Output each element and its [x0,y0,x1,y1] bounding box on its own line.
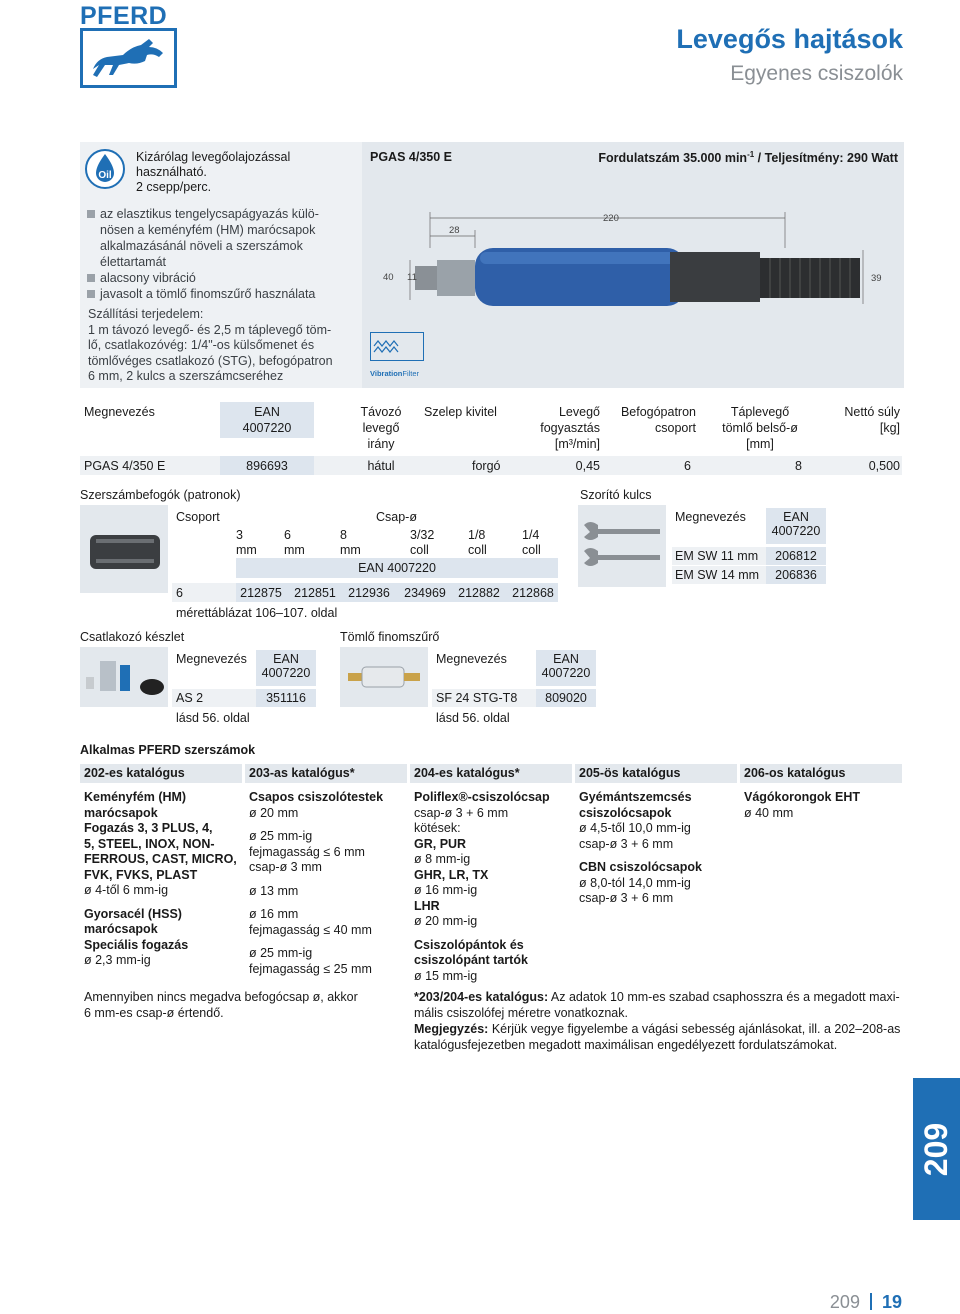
note-bold: Megjegyzés: [414,1022,489,1036]
catalog-col-202 [84,790,244,969]
logo-wordmark: PFERD [80,2,168,30]
oil-icon-label: Oil [98,170,112,181]
col-unit: coll [522,543,541,557]
cat-item: fejmagasság ≤ 25 mm [249,961,372,976]
oil-line: 2 csepp/perc. [136,180,212,194]
cat-item: csap-ø 3 + 6 mm [579,891,674,905]
cat-item: ø 8 mm-ig [414,852,471,866]
col-value: 8 [340,528,347,542]
feature-item: alacsony vibráció [86,270,356,286]
cat-item: ø 16 mm [249,907,299,921]
catalog-header: 206-os katalógus [740,764,902,783]
footer-chapter: 19 [881,1292,902,1312]
connector-note: lásd 56. oldal [176,711,250,725]
scope-line: tömlővéges csatlakozó (STG), befogópatron [88,353,333,368]
collet-ean: 212936 [348,586,390,600]
feature-cont: élettartamát [100,255,167,269]
cat-item: ø 25 mm-ig [249,829,313,843]
hdr-line: Nettó súly [844,405,900,419]
collets-ean-label: EAN 4007220 [236,558,558,578]
note-text: Kérjük vegye figyelembe a vágási sebesség ajánlásokat, ill. a 202–208-as [488,1022,901,1036]
filter-ean-header [536,650,596,686]
ean-label: EAN [254,405,280,419]
cat-item: GR, PUR [414,836,467,851]
hdr-line: [m³/min] [554,437,600,451]
shank-note [84,989,404,1021]
collet-ean: 212851 [294,586,336,600]
page-footer [830,1292,902,1313]
col-air-header [520,404,600,452]
feature-item: javasolt a tömlő finomszűrő használata [86,286,356,302]
cat-item: csap-ø 3 mm [249,860,322,874]
horse-emblem [80,28,177,88]
vibration-label: Vibration [370,369,403,378]
col-value: 6 [284,528,291,542]
filter-label: Filter [402,369,420,378]
wrench-image [578,505,666,587]
cat-item: ø 15 mm-ig [414,968,478,983]
filter-name-header: Megnevezés [436,652,507,666]
feature-item: az elasztikus tengelycsapágyazás külö- [86,206,356,222]
cat-item: FVK, FVKS, PLAST [84,867,198,882]
oil-note [136,150,346,195]
collets-group-header: Csoport [176,510,220,524]
scope-of-delivery [88,307,356,385]
pferd-logo [80,4,177,88]
wrench-ean-header [766,508,826,544]
wrench-row-name: EM SW 11 mm [675,549,759,563]
filter-ean: 809020 [545,691,587,705]
feature-cont: alkalmazásánál növeli a szerszámok [100,239,303,253]
dim-40: 40 [383,272,394,283]
cat-item: ø 40 mm [744,805,794,820]
specs-sup: -1 [747,150,755,159]
ean-label: EAN [273,652,299,666]
oil-line: Kizárólag levegőolajozással [136,150,291,164]
note-line: Amennyiben nincs megadva befogócsap ø, akkor [84,990,358,1004]
catalog-header: 202-es katalógus [80,764,242,783]
note-text: katalógusfejezetben megadott maximálisan engedélyezett fordulatszámokat. [414,1038,838,1052]
tools-title: Alkalmas PFERD szerszámok [80,743,256,757]
note-bold: *203/204-es katalógus: [414,990,549,1004]
ean-label: EAN [783,510,809,524]
collets-title: Szerszámbefogók (patronok) [80,488,241,502]
cat-item: GHR, LR, TX [414,867,489,882]
catalog-col-204 [414,790,574,984]
col-unit: mm [340,543,361,557]
filter-title: Tömlő finomszűrő [340,630,440,644]
hdr-line: Táplevegő [730,405,790,419]
collet-ean: 212875 [240,586,282,600]
cat-item: LHR [414,898,440,913]
wrench-title: Szorító kulcs [580,488,652,502]
row-name: PGAS 4/350 E [84,459,166,473]
row-hose: 8 [795,459,802,473]
hdr-line: levegő [362,421,400,435]
catalog-note [414,989,904,1053]
oil-line: használható. [136,165,207,179]
collet-image [80,505,168,593]
feature-list [86,206,356,302]
collet-ean: 212868 [512,586,554,600]
cat-item: CBN csiszolócsapok [579,860,702,874]
col-ean-header [220,402,314,438]
cat-item: ø 16 mm-ig [414,883,478,897]
hdr-line: Távozó [360,405,402,419]
col-unit: coll [468,543,487,557]
row-weight: 0,500 [868,459,900,473]
filter-note: lásd 56. oldal [436,711,510,725]
cat-item: ø 8,0-tól 14,0 mm-ig [579,875,691,890]
col-hose-header [710,404,810,452]
row-collet: 6 [684,459,691,473]
hdr-line: tömlő belső-ø [722,421,798,435]
hdr-line: Befogópatron [620,405,696,419]
cat-item: Csapos csiszolótestek [249,790,384,804]
row-ean: 896693 [246,459,288,473]
product-specs [598,150,898,165]
scope-line: 1 m távozó levegő- és 2,5 m táplevegő töm- [88,322,332,337]
col-valve-header: Szelep kivitel [424,405,497,419]
connector-ean: 351116 [266,691,306,705]
dim-28: 28 [449,225,460,236]
page-title: Levegős hajtások [676,24,903,54]
vibration-filter-icon [370,332,426,378]
row-air: 0,45 [575,459,600,473]
cat-item: Fogazás 3, 3 PLUS, 4, [84,821,213,835]
filter-image [340,647,428,707]
specs-text: Fordulatszám 35.000 min [598,151,748,166]
feature-cont: nösen a keményfém (HM) marócsapok [100,223,316,237]
catalog-header: 203-as katalógus* [245,764,407,783]
connector-title: Csatlakozó készlet [80,630,185,644]
cat-item: fejmagasság ≤ 6 mm [249,844,365,859]
filter-name: SF 24 STG-T8 [436,691,518,705]
wrench-row-name: EM SW 14 mm [675,568,760,582]
hdr-line: [kg] [879,421,900,435]
cat-item: csiszolópánt tartók [414,953,528,967]
hdr-line: csoport [655,421,696,435]
cat-item: Gyémántszemcsés [579,790,692,804]
col-head [410,528,464,558]
cat-item: Speciális fogazás [84,937,189,952]
cat-item: ø 4-től 6 mm-ig [84,883,169,897]
cat-item: ø 20 mm-ig [414,914,478,928]
col-collet-header [606,404,696,436]
catalog-header: 204-es katalógus* [410,764,572,783]
cat-item: fejmagasság ≤ 40 mm [249,922,372,937]
cat-item: Vágókorongok EHT [744,790,860,804]
col-unit: mm [284,543,305,557]
product-model: PGAS 4/350 E [370,150,452,164]
hdr-line: irány [367,437,395,451]
col-value: 3/32 [410,528,435,542]
cat-item: ø 13 mm [249,883,299,898]
col-value: 3 [236,528,243,542]
hdr-line: fogyasztás [540,421,600,435]
cat-item: csap-ø 3 + 6 mm [414,805,509,820]
col-name-header: Megnevezés [84,405,155,419]
connector-name-header: Megnevezés [176,652,247,666]
ean-prefix: 4007220 [771,524,821,538]
ean-prefix: 4007220 [541,666,591,680]
scope-line: 6 mm, 2 kulcs a szerszámcseréhez [88,369,284,383]
footer-separator [870,1293,872,1310]
col-head [340,528,394,558]
catalog-col-203 [249,790,409,977]
collet-ean: 212882 [458,586,500,600]
cat-item: Csiszolópántok és [414,937,524,952]
note-text: mális csiszolófej méretre vonatkoznak. [414,1006,628,1020]
col-unit: mm [236,543,257,557]
note-line: 6 mm-es csap-ø értendő. [84,1006,224,1020]
col-head [284,528,338,558]
col-value: 1/4 [522,528,540,542]
oil-drop-icon [84,148,126,190]
footer-page: 209 [829,1292,860,1312]
col-exhaust-header [340,404,422,452]
connector-ean-header [256,650,316,686]
row-exhaust: hátul [367,459,395,473]
wrench-name-header: Megnevezés [675,510,746,524]
scope-title: Szállítási terjedelem: [88,307,204,321]
dim-220: 220 [603,213,619,224]
cat-item: 5, STEEL, INOX, NON- [84,836,215,851]
col-head [236,528,290,558]
collet-ean: 234969 [404,586,446,600]
tool-drawing [370,200,890,320]
scope-line: lő, csatlakozóvég: 1/4"-os külsőmenet és [88,338,315,352]
cat-item: marócsapok [84,922,158,936]
col-head [468,528,522,558]
cat-item: FERROUS, CAST, MICRO, [84,852,237,866]
dim-39: 39 [871,273,882,284]
cat-item: kötések: [414,821,461,835]
cat-item: Gyorsacél (HSS) [84,906,182,921]
cat-item: ø 20 mm [249,805,299,820]
cat-item: Keményfém (HM) [84,790,187,804]
specs-tail: / Teljesítmény: 290 Watt [754,151,898,166]
cat-item: ø 25 mm-ig [249,946,313,960]
catalog-header: 205-ös katalógus [575,764,737,783]
page-tab [913,1078,960,1220]
cat-item: csap-ø 3 + 6 mm [579,836,674,851]
catalog-col-206 [744,790,904,821]
cat-item: ø 2,3 mm-ig [84,953,151,967]
col-head [522,528,576,558]
col-value: 1/8 [468,528,486,542]
hdr-line: Levegő [558,405,600,419]
connector-image [80,647,168,707]
ean-prefix: 4007220 [242,421,292,435]
collets-note: mérettáblázat 106–107. oldal [176,606,338,620]
page-tab-number: 209 [918,1122,955,1176]
collets-shank-header: Csap-ø [376,510,417,524]
cat-item: ø 4,5-től 10,0 mm-ig [579,821,691,835]
ean-label: EAN [553,652,579,666]
row-valve: forgó [472,459,501,473]
cat-item: marócsapok [84,805,158,820]
catalog-col-205 [579,790,739,907]
wrench-row-ean: 206836 [775,568,817,582]
cat-item: csiszolócsapok [579,805,672,820]
connector-name: AS 2 [176,691,204,705]
col-weight-header [820,404,900,436]
dim-11: 11 [407,272,417,283]
hdr-line: [mm] [746,437,774,451]
note-text: Az adatok 10 mm-es szabad csaphosszra és a megadott maxi- [548,990,900,1004]
page-subtitle: Egyenes csiszolók [730,62,903,85]
collets-group: 6 [176,586,183,600]
cat-item: Poliflex®-csiszolócsap [414,790,550,804]
wrench-row-ean: 206812 [775,549,817,563]
ean-prefix: 4007220 [261,666,311,680]
col-unit: coll [410,543,429,557]
